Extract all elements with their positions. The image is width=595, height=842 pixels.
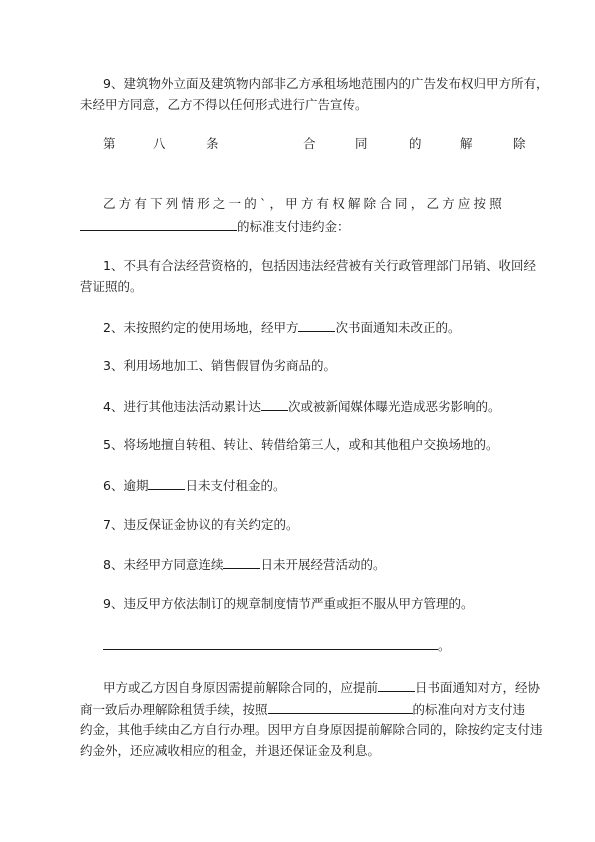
item2	[103, 319, 460, 336]
closing-line1-pre: 甲方或乙方因自身原因需提前解除合同的，应提前	[103, 680, 379, 695]
intro-line1: 乙方有下列情形之一的`，甲方有权解除合同，乙方应按照	[103, 196, 505, 211]
item8-pre: 8、未经甲方同意连续	[103, 557, 224, 572]
blank-standard	[268, 701, 413, 714]
blank-long	[103, 637, 438, 650]
item9: 9、违反甲方依法制订的规章制度情节严重或拒不服从甲方管理的。	[103, 596, 474, 611]
closing-line2-pre: 商一致后办理解除租赁手续，按照	[80, 702, 268, 717]
item9-top-line2: 未经甲方同意，乙方不得以任何形式进行广告宣传。	[80, 97, 368, 112]
heading-char: 八	[153, 136, 166, 151]
closing-line1-post: 日书面通知对方，经协	[415, 680, 541, 695]
heading-char: 第	[103, 136, 116, 151]
item4-post: 次或被新闻媒体曝光造成恶劣影响的。	[287, 399, 501, 414]
blank-line-end	[103, 637, 451, 654]
blank-idle-days	[223, 556, 260, 569]
item7: 7、违反保证金协议的有关约定的。	[103, 517, 299, 532]
closing-line4: 约金外，还应减收相应的租金，并退还保证金及利息。	[80, 743, 381, 758]
item5: 5、将场地擅自转租、转让、转借给第三人，或和其他租户交换场地的。	[103, 437, 499, 452]
intro-line2-text: 的标准支付违约金：	[237, 219, 350, 234]
item6-pre: 6、逾期	[103, 478, 149, 493]
blank-overdue-days	[148, 477, 185, 490]
blank-line-period: 。	[438, 638, 451, 653]
heading-char: 的	[409, 136, 422, 151]
intro-line2	[80, 218, 350, 235]
closing-line2	[80, 701, 525, 718]
closing-line3: 约金，其他手续由乙方自行办理。因甲方自身原因提前解除合同的，除按约定支付违	[80, 722, 543, 737]
item1-line2: 营证照的。	[80, 279, 143, 294]
blank-notice-count	[298, 319, 335, 332]
blank-violation-count	[261, 398, 288, 411]
item4-pre: 4、进行其他违法活动累计达	[103, 399, 261, 414]
heading-char: 合	[303, 136, 316, 151]
closing-line2-post: 的标准向对方支付违	[412, 702, 526, 717]
item8	[103, 556, 385, 573]
blank-penalty-standard	[80, 218, 237, 231]
heading-char: 条	[206, 136, 219, 151]
item6-post: 日未支付租金的。	[185, 478, 286, 493]
item2-pre: 2、未按照约定的使用场地，经甲方	[103, 320, 299, 335]
item6	[103, 477, 285, 494]
article-heading	[103, 136, 526, 152]
item4	[103, 398, 500, 415]
heading-char: 同	[355, 136, 368, 151]
heading-char: 解	[460, 136, 473, 151]
item8-post: 日未开展经营活动的。	[260, 557, 386, 572]
item3: 3、利用场地加工、销售假冒伪劣商品的。	[103, 358, 336, 373]
item2-post: 次书面通知未改正的。	[335, 320, 461, 335]
closing-line1	[103, 679, 540, 696]
item1-line1: 1、不具有合法经营资格的，包括因违法经营被有关行政管理部门吊销、收回经	[103, 258, 536, 273]
blank-notice-days	[378, 679, 415, 692]
item9-top-line1: 9、建筑物外立面及建筑物内部非乙方承租场地范围内的广告发布权归甲方所有，	[103, 76, 549, 91]
heading-char: 除	[513, 136, 526, 151]
